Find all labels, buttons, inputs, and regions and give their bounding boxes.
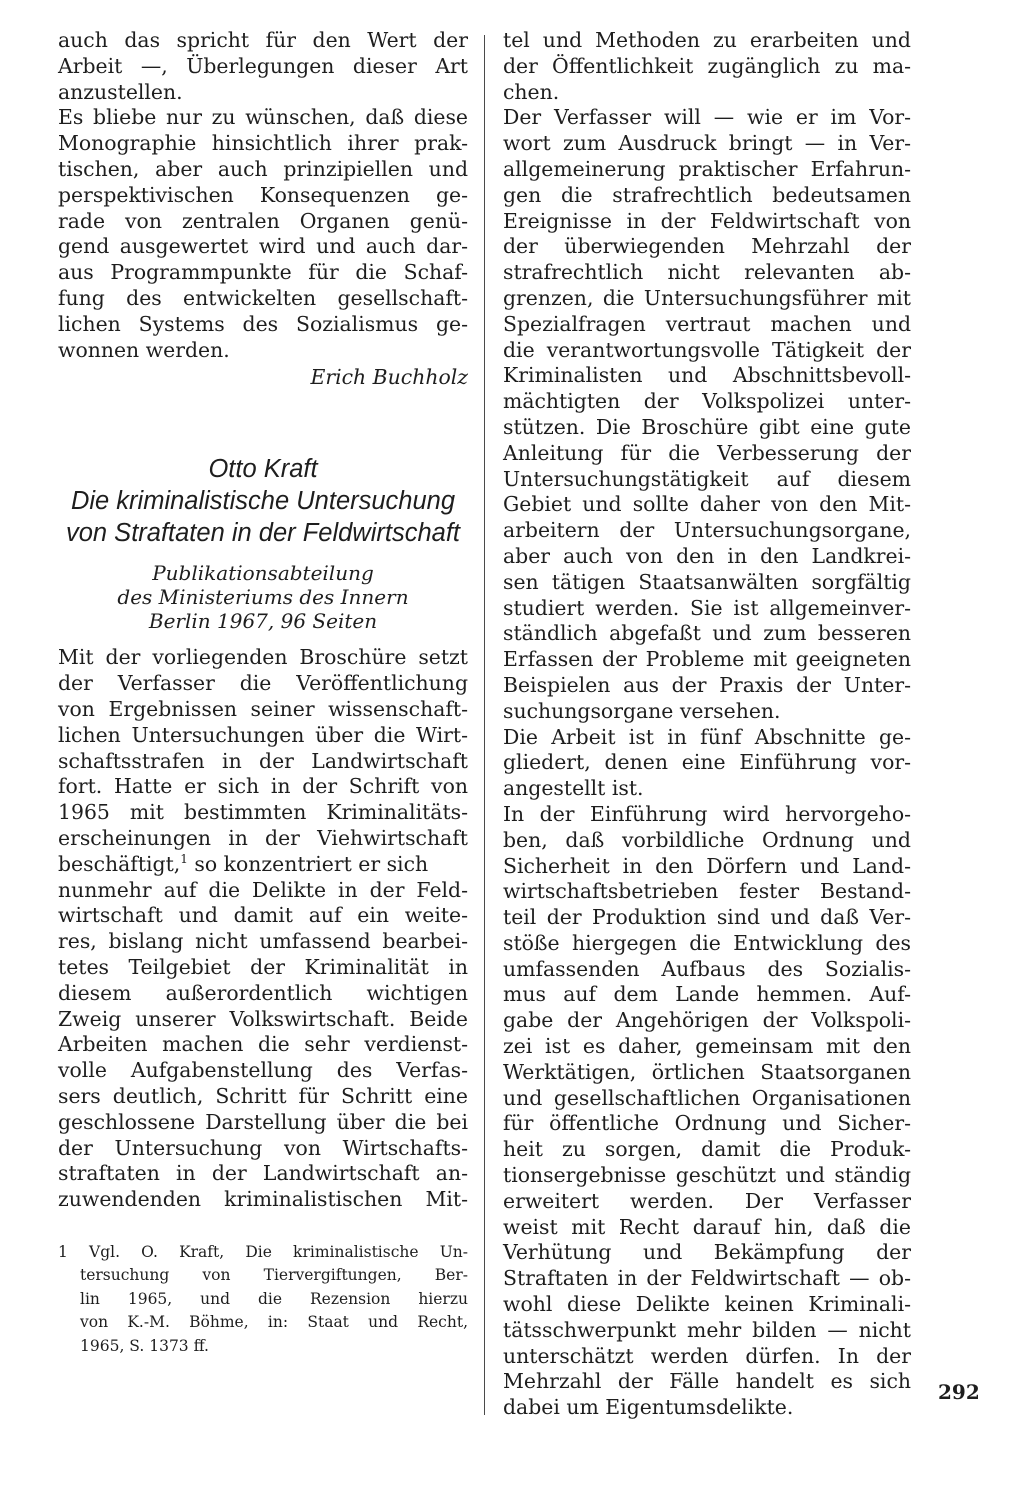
text-line: Gebiet und sollte daher von den Mit- xyxy=(503,492,911,517)
text-line: tetes Teilgebiet der Kriminalität in xyxy=(58,954,468,979)
text-line: fort. Hatte er sich in der Schrift von xyxy=(58,774,468,799)
footnote xyxy=(58,1241,468,1359)
text-line: gen die strafrechtlich bedeutsamen xyxy=(503,182,911,207)
text-line: Straftaten in der Feldwirtschaft — ob- xyxy=(503,1266,911,1291)
text-line: suchungsorgane versehen. xyxy=(503,698,781,723)
publication-info-line: des Ministeriums des Innern xyxy=(117,585,409,610)
text-line: stöße hiergegen die Entwicklung des xyxy=(503,930,911,955)
text-line: mächtigten der Volkspolizei unter- xyxy=(503,389,911,414)
text-line: wonnen werden. xyxy=(58,337,230,362)
column-divider xyxy=(484,35,485,1415)
footnote-line: 1 Vgl. O. Kraft, Die kriminalistische Un- xyxy=(58,1242,468,1261)
text-line: tischen, aber auch prinzipiellen und xyxy=(58,156,468,181)
review-book-title-line: von Straftaten in der Feldwirtschaft xyxy=(65,519,461,548)
text-line: wort zum Ausdruck bringt — in Ver- xyxy=(503,131,911,156)
text-line: Der Verfasser will — wie er im Vor- xyxy=(503,105,911,130)
text-line: res, bislang nicht umfassend bearbei- xyxy=(58,929,468,954)
review-signature: Erich Buchholz xyxy=(310,365,468,390)
intro-paragraph xyxy=(58,28,468,363)
text-line: Zweig unserer Volkswirtschaft. Beide xyxy=(58,1006,468,1031)
right-column xyxy=(503,28,911,1421)
text-line: Arbeiten machen die sehr verdienst- xyxy=(58,1032,468,1057)
review-book-author: Otto Kraft xyxy=(208,455,318,484)
text-line: der überwiegenden Mehrzahl der xyxy=(503,234,911,259)
review-body xyxy=(58,645,468,1213)
text-line: rade von zentralen Organen genü- xyxy=(58,208,468,233)
text-line: Ereignisse in der Feldwirtschaft von xyxy=(503,208,911,233)
text-line: mus auf dem Lande hemmen. Auf- xyxy=(503,982,911,1007)
text-line: der Öffentlichkeit zugänglich zu ma- xyxy=(503,53,911,78)
text-line: Monographie hinsichtlich ihrer prak- xyxy=(58,131,468,156)
footnote-line: lin 1965, und die Rezension hierzu xyxy=(80,1289,468,1308)
text-line: Sicherheit in den Dörfern und Land- xyxy=(503,853,911,878)
text-line: ständlich abgefaßt und zum besseren xyxy=(503,621,911,646)
text-line: auch das spricht für den Wert der xyxy=(58,28,468,52)
text-line: ben, daß vorbildliche Ordnung und xyxy=(503,827,911,852)
text-line: sers deutlich, Schritt für Schritt eine xyxy=(58,1083,468,1108)
text-line: der Untersuchung von Wirtschafts- xyxy=(58,1135,468,1160)
text-line: aus Programmpunkte für die Schaf- xyxy=(58,260,468,285)
text-line: anzustellen. xyxy=(58,79,183,104)
text-line: arbeitern der Untersuchungsorgane, xyxy=(503,518,911,543)
text-line: unterschätzt werden dürfen. In der xyxy=(503,1343,911,1368)
text-line: perspektivischen Konsequenzen ge- xyxy=(58,182,468,207)
text-line: chen. xyxy=(503,79,560,104)
text-line: Verhütung und Bekämpfung der xyxy=(503,1240,911,1265)
text-line: nunmehr auf die Delikte in der Feld- xyxy=(58,877,468,902)
text-line: Mit der vorliegenden Broschüre setzt xyxy=(58,645,468,670)
text-line: von Ergebnissen seiner wissenschaft- xyxy=(58,696,468,721)
text-fragment: beschäftigt, xyxy=(58,851,181,876)
text-line: geschlossene Darstellung über die bei xyxy=(58,1109,468,1134)
text-line: wohl diese Delikte keinen Kriminali- xyxy=(503,1292,911,1317)
text-line: erscheinungen in der Viehwirtschaft xyxy=(58,825,468,850)
text-line: wirtschaft und damit auf ein weite- xyxy=(58,903,468,928)
text-line: sen tätigen Staatsanwälten sorgfältig xyxy=(503,569,911,594)
text-line: Untersuchungstätigkeit auf diesem xyxy=(503,466,911,491)
text-line: lichen Untersuchungen über die Wirt- xyxy=(58,722,468,747)
text-line: gliedert, denen eine Einführung vor- xyxy=(503,750,911,775)
text-line: die verantwortungsvolle Tätigkeit der xyxy=(503,337,911,362)
text-line: angestellt ist. xyxy=(503,776,644,801)
page-number: 292 xyxy=(938,1380,980,1404)
text-fragment: so konzentriert er sich xyxy=(187,851,429,876)
review-book-title-line: Die kriminalistische Untersuchung xyxy=(70,487,456,516)
text-line-with-footnote xyxy=(58,852,468,878)
text-line: heit zu sorgen, damit die Produk- xyxy=(503,1137,911,1162)
text-line: weist mit Recht darauf hin, daß die xyxy=(503,1214,911,1239)
text-line: stützen. Die Broschüre gibt eine gute xyxy=(503,414,911,439)
text-line: In der Einführung wird hervorgeho- xyxy=(503,801,911,826)
text-line: tätsschwerpunkt mehr bilden — nicht xyxy=(503,1317,911,1342)
text-line: studiert werden. Sie ist allgemeinver- xyxy=(503,595,911,620)
text-line: volle Aufgabenstellung des Verfas- xyxy=(58,1058,468,1083)
text-line: Mehrzahl der Fälle handelt es sich xyxy=(503,1369,911,1394)
text-line: dabei um Eigentumsdelikte. xyxy=(503,1395,794,1420)
text-line: allgemeinerung praktischer Erfahrun- xyxy=(503,156,911,181)
text-line: aber auch von den in den Landkrei- xyxy=(503,543,911,568)
text-line: Spezialfragen vertraut machen und xyxy=(503,311,911,336)
text-line: teil der Produktion sind und daß Ver- xyxy=(503,905,911,930)
footnote-marker: 1 xyxy=(180,851,188,866)
text-line: wirtschaftsbetrieben fester Bestand- xyxy=(503,879,911,904)
text-line: straftaten in der Landwirtschaft an- xyxy=(58,1161,468,1186)
text-line: zuwendenden kriminalistischen Mit- xyxy=(58,1187,468,1212)
text-line: lichen Systems des Sozialismus ge- xyxy=(58,311,468,336)
footnote-line: von K.-M. Böhme, in: Staat und Recht, xyxy=(80,1313,468,1332)
text-line: zei ist es daher, gemeinsam mit den xyxy=(503,1034,911,1059)
publication-info-line: Publikationsabteilung xyxy=(152,561,374,586)
text-line: Werktätigen, örtlichen Staatsorganen xyxy=(503,1059,911,1084)
text-line: Die Arbeit ist in fünf Abschnitte ge- xyxy=(503,724,911,749)
text-line: Arbeit —, Überlegungen dieser Art xyxy=(58,53,468,78)
text-line: tel und Methoden zu erarbeiten und xyxy=(503,28,911,52)
text-line: für öffentliche Ordnung und Sicher- xyxy=(503,1111,911,1136)
text-line: strafrechtlich nicht relevanten ab- xyxy=(503,260,911,285)
text-line: Beispielen aus der Praxis der Unter- xyxy=(503,672,911,697)
text-line: erweitert werden. Der Verfasser xyxy=(503,1188,911,1213)
footnote-line: 1965, S. 1373 ff. xyxy=(80,1336,209,1355)
footnote-line: tersuchung von Tiervergiftungen, Ber- xyxy=(80,1266,468,1285)
text-line: gabe der Angehörigen der Volkspoli- xyxy=(503,1008,911,1033)
text-line: Anleitung für die Verbesserung der xyxy=(503,440,911,465)
text-line: fung des entwickelten gesellschaft- xyxy=(58,285,468,310)
text-line: und gesellschaftlichen Organisationen xyxy=(503,1085,911,1110)
text-line: grenzen, die Untersuchungsführer mit xyxy=(503,285,911,310)
text-line: schaftsstrafen in der Landwirtschaft xyxy=(58,748,468,773)
text-line: diesem außerordentlich wichtigen xyxy=(58,980,468,1005)
text-line: 1965 mit bestimmten Kriminalitäts- xyxy=(58,800,468,825)
text-line: Erfassen der Probleme mit geeigneten xyxy=(503,647,911,672)
left-column xyxy=(58,28,468,1358)
text-line: Es bliebe nur zu wünschen, daß diese xyxy=(58,105,468,130)
publication-info-line: Berlin 1967, 96 Seiten xyxy=(148,609,378,634)
text-line: der Verfasser die Veröffentlichung xyxy=(58,671,468,696)
text-line: gend ausgewertet wird und auch dar- xyxy=(58,234,468,259)
text-line: Kriminalisten und Abschnittsbevoll- xyxy=(503,363,911,388)
text-line: umfassenden Aufbaus des Sozialis- xyxy=(503,956,911,981)
text-line: tionsergebnisse geschützt und ständig xyxy=(503,1163,911,1188)
